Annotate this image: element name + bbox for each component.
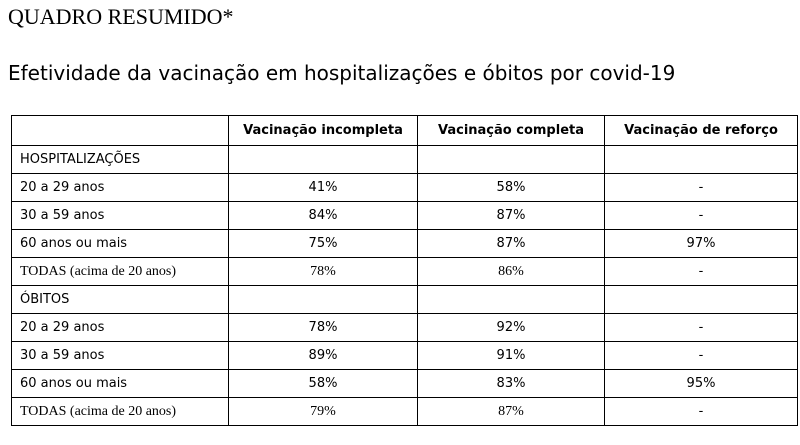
table-row <box>12 230 798 258</box>
cell-incompleta: 84% <box>229 202 418 230</box>
header-reforco: Vacinação de reforço <box>605 116 798 146</box>
total-incompleta: 79% <box>229 398 418 426</box>
section-label: ÓBITOS <box>12 286 229 314</box>
section-row-obitos <box>12 286 798 314</box>
total-label: TODAS (acima de 20 anos) <box>12 258 229 286</box>
total-row <box>12 398 798 426</box>
header-completa: Vacinação completa <box>418 116 605 146</box>
empty-cell <box>605 286 798 314</box>
table-header-row <box>12 116 798 146</box>
cell-incompleta: 58% <box>229 370 418 398</box>
cell-reforco: - <box>605 342 798 370</box>
cell-completa: 87% <box>418 230 605 258</box>
table-row <box>12 202 798 230</box>
empty-cell <box>229 146 418 174</box>
table-row <box>12 342 798 370</box>
document-subtitle: Efetividade da vacinação em hospitalizações e óbitos por covid-19 <box>8 61 676 85</box>
cell-reforco: 97% <box>605 230 798 258</box>
empty-cell <box>605 146 798 174</box>
section-row-hospitalizacoes <box>12 146 798 174</box>
row-label: 60 anos ou mais <box>12 370 229 398</box>
total-reforco: - <box>605 258 798 286</box>
cell-completa: 58% <box>418 174 605 202</box>
document-title: QUADRO RESUMIDO* <box>8 4 234 29</box>
cell-incompleta: 75% <box>229 230 418 258</box>
cell-incompleta: 41% <box>229 174 418 202</box>
cell-completa: 83% <box>418 370 605 398</box>
table-row <box>12 174 798 202</box>
row-label: 30 a 59 anos <box>12 202 229 230</box>
cell-reforco: 95% <box>605 370 798 398</box>
total-row <box>12 258 798 286</box>
cell-incompleta: 78% <box>229 314 418 342</box>
total-incompleta: 78% <box>229 258 418 286</box>
row-label: 20 a 29 anos <box>12 314 229 342</box>
summary-table <box>11 115 798 426</box>
empty-cell <box>418 286 605 314</box>
cell-completa: 92% <box>418 314 605 342</box>
cell-completa: 87% <box>418 202 605 230</box>
cell-reforco: - <box>605 202 798 230</box>
row-label: 20 a 29 anos <box>12 174 229 202</box>
total-completa: 86% <box>418 258 605 286</box>
header-empty-cell <box>12 116 229 146</box>
empty-cell <box>418 146 605 174</box>
empty-cell <box>229 286 418 314</box>
row-label: 30 a 59 anos <box>12 342 229 370</box>
cell-incompleta: 89% <box>229 342 418 370</box>
cell-reforco: - <box>605 174 798 202</box>
row-label: 60 anos ou mais <box>12 230 229 258</box>
table-row <box>12 370 798 398</box>
cell-reforco: - <box>605 314 798 342</box>
table-row <box>12 314 798 342</box>
total-completa: 87% <box>418 398 605 426</box>
total-label: TODAS (acima de 20 anos) <box>12 398 229 426</box>
header-incompleta: Vacinação incompleta <box>229 116 418 146</box>
section-label: HOSPITALIZAÇÕES <box>12 146 229 174</box>
total-reforco: - <box>605 398 798 426</box>
cell-completa: 91% <box>418 342 605 370</box>
